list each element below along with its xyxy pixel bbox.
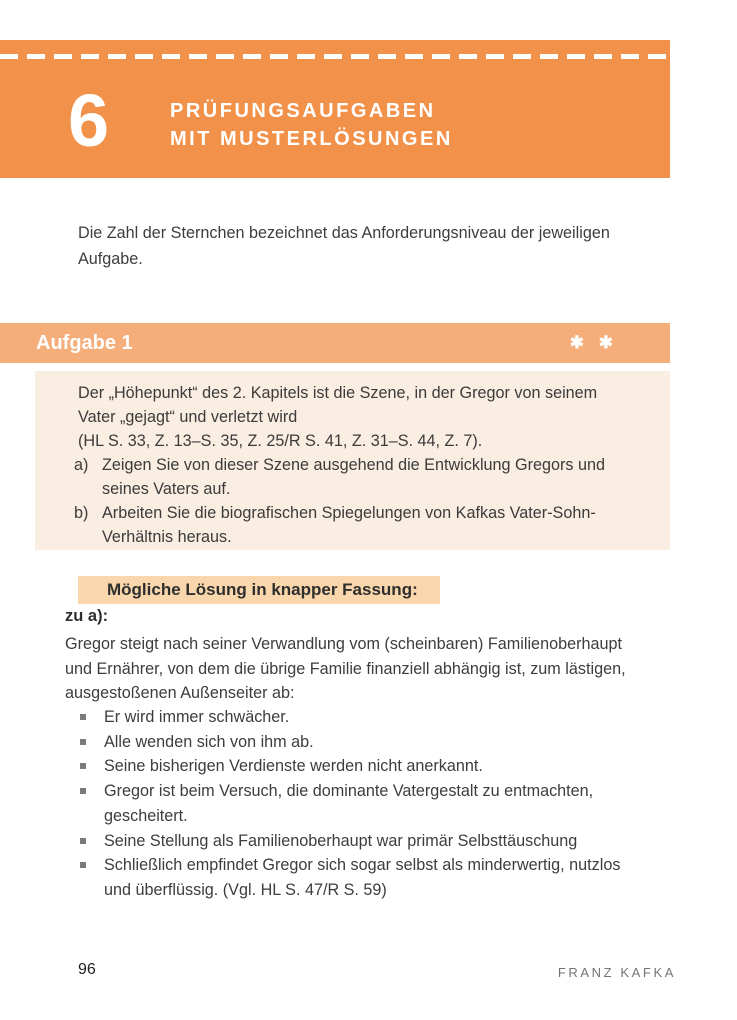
text-line: Verhältnis heraus. — [102, 528, 232, 546]
bullet-icon — [80, 862, 86, 868]
task-item-b — [74, 501, 652, 549]
bullet-icon — [80, 763, 86, 769]
text-line: Seine Stellung als Familienoberhaupt war primär Selbsttäuschung — [104, 831, 578, 850]
solution-heading: Mögliche Lösung in knapper Fassung: — [78, 576, 440, 604]
chapter-number: 6 — [68, 79, 110, 162]
text-line: und Ernährer, von dem die übrige Familie finanziell abhängig ist, zum lästigen, — [65, 659, 626, 678]
text-line: (HL S. 33, Z. 13–S. 35, Z. 25/R S. 41, Z. 31–S. 44, Z. 7). — [78, 432, 483, 450]
list-item — [65, 853, 620, 902]
task-panel — [35, 371, 670, 550]
intro-paragraph — [78, 220, 610, 272]
bullet-icon — [80, 739, 86, 745]
bullet-text — [104, 730, 314, 755]
bullet-text — [104, 853, 620, 902]
text-line: Der „Höhepunkt“ des 2. Kapitels ist die Szene, in der Gregor von seinem — [78, 384, 598, 402]
text-line: Die Zahl der Sternchen bezeichnet das Anforderungsniveau der jeweiligen — [78, 224, 610, 242]
text-line: und überflüssig. (Vgl. HL S. 47/R S. 59) — [104, 880, 387, 899]
solution-list — [65, 705, 620, 903]
text-line: Er wird immer schwächer. — [104, 708, 290, 726]
bullet-icon — [80, 714, 86, 720]
task-item-a — [74, 453, 652, 501]
list-item — [65, 779, 620, 828]
text-line: Alle wenden sich von ihm ab. — [104, 732, 314, 751]
text-line: Zeigen Sie von dieser Szene ausgehend die Entwicklung Gregors und — [102, 456, 606, 474]
chapter-banner — [0, 40, 670, 178]
bullet-text — [104, 829, 577, 854]
text-line: Gregor ist beim Versuch, die dominante Vatergestalt zu entmachten, — [104, 782, 594, 801]
page-number: 96 — [78, 961, 96, 978]
task-item-label: a) — [74, 456, 89, 474]
text-line: gescheitert. — [104, 806, 188, 825]
task-intro — [78, 381, 652, 453]
list-item — [65, 829, 620, 854]
bullet-text — [104, 779, 593, 828]
task-item-text — [102, 501, 596, 549]
text-line: Schließlich empfindet Gregor sich sogar selbst als minderwertig, nutzlos — [104, 856, 621, 875]
chapter-title-line2: MIT MUSTERLÖSUNGEN — [170, 128, 453, 150]
dashed-divider — [0, 54, 670, 59]
chapter-title-line1: PRÜFUNGSAUFGABEN — [170, 100, 436, 122]
text-line: Vater „gejagt“ und verletzt wird — [78, 408, 298, 426]
list-item — [65, 730, 620, 755]
text-line: Gregor steigt nach seiner Verwandlung vom (scheinbaren) Familienoberhaupt — [65, 635, 622, 653]
chapter-title — [170, 97, 453, 153]
footer-author: FRANZ KAFKA — [557, 965, 676, 980]
task-item-label: b) — [74, 504, 89, 522]
list-item — [65, 754, 620, 779]
bullet-text — [104, 705, 289, 730]
task-item-text — [102, 453, 605, 501]
text-line: Aufgabe. — [78, 250, 143, 268]
text-line: Seine bisherigen Verdienste werden nicht anerkannt. — [104, 757, 483, 776]
text-line: Arbeiten Sie die biografischen Spiegelungen von Kafkas Vater-Sohn- — [102, 504, 596, 522]
bullet-text — [104, 754, 483, 779]
bullet-icon — [80, 788, 86, 794]
list-item — [65, 705, 620, 730]
task-title: Aufgabe 1 — [36, 331, 133, 354]
bullet-icon — [80, 838, 86, 844]
solution-part-label: zu a): — [65, 607, 109, 625]
text-line: seines Vaters auf. — [102, 480, 231, 498]
text-line: ausgestoßenen Außenseiter ab: — [65, 684, 295, 703]
solution-intro — [65, 632, 626, 706]
difficulty-stars: ✱ ✱ — [569, 333, 618, 352]
task-header-bar — [0, 323, 670, 363]
